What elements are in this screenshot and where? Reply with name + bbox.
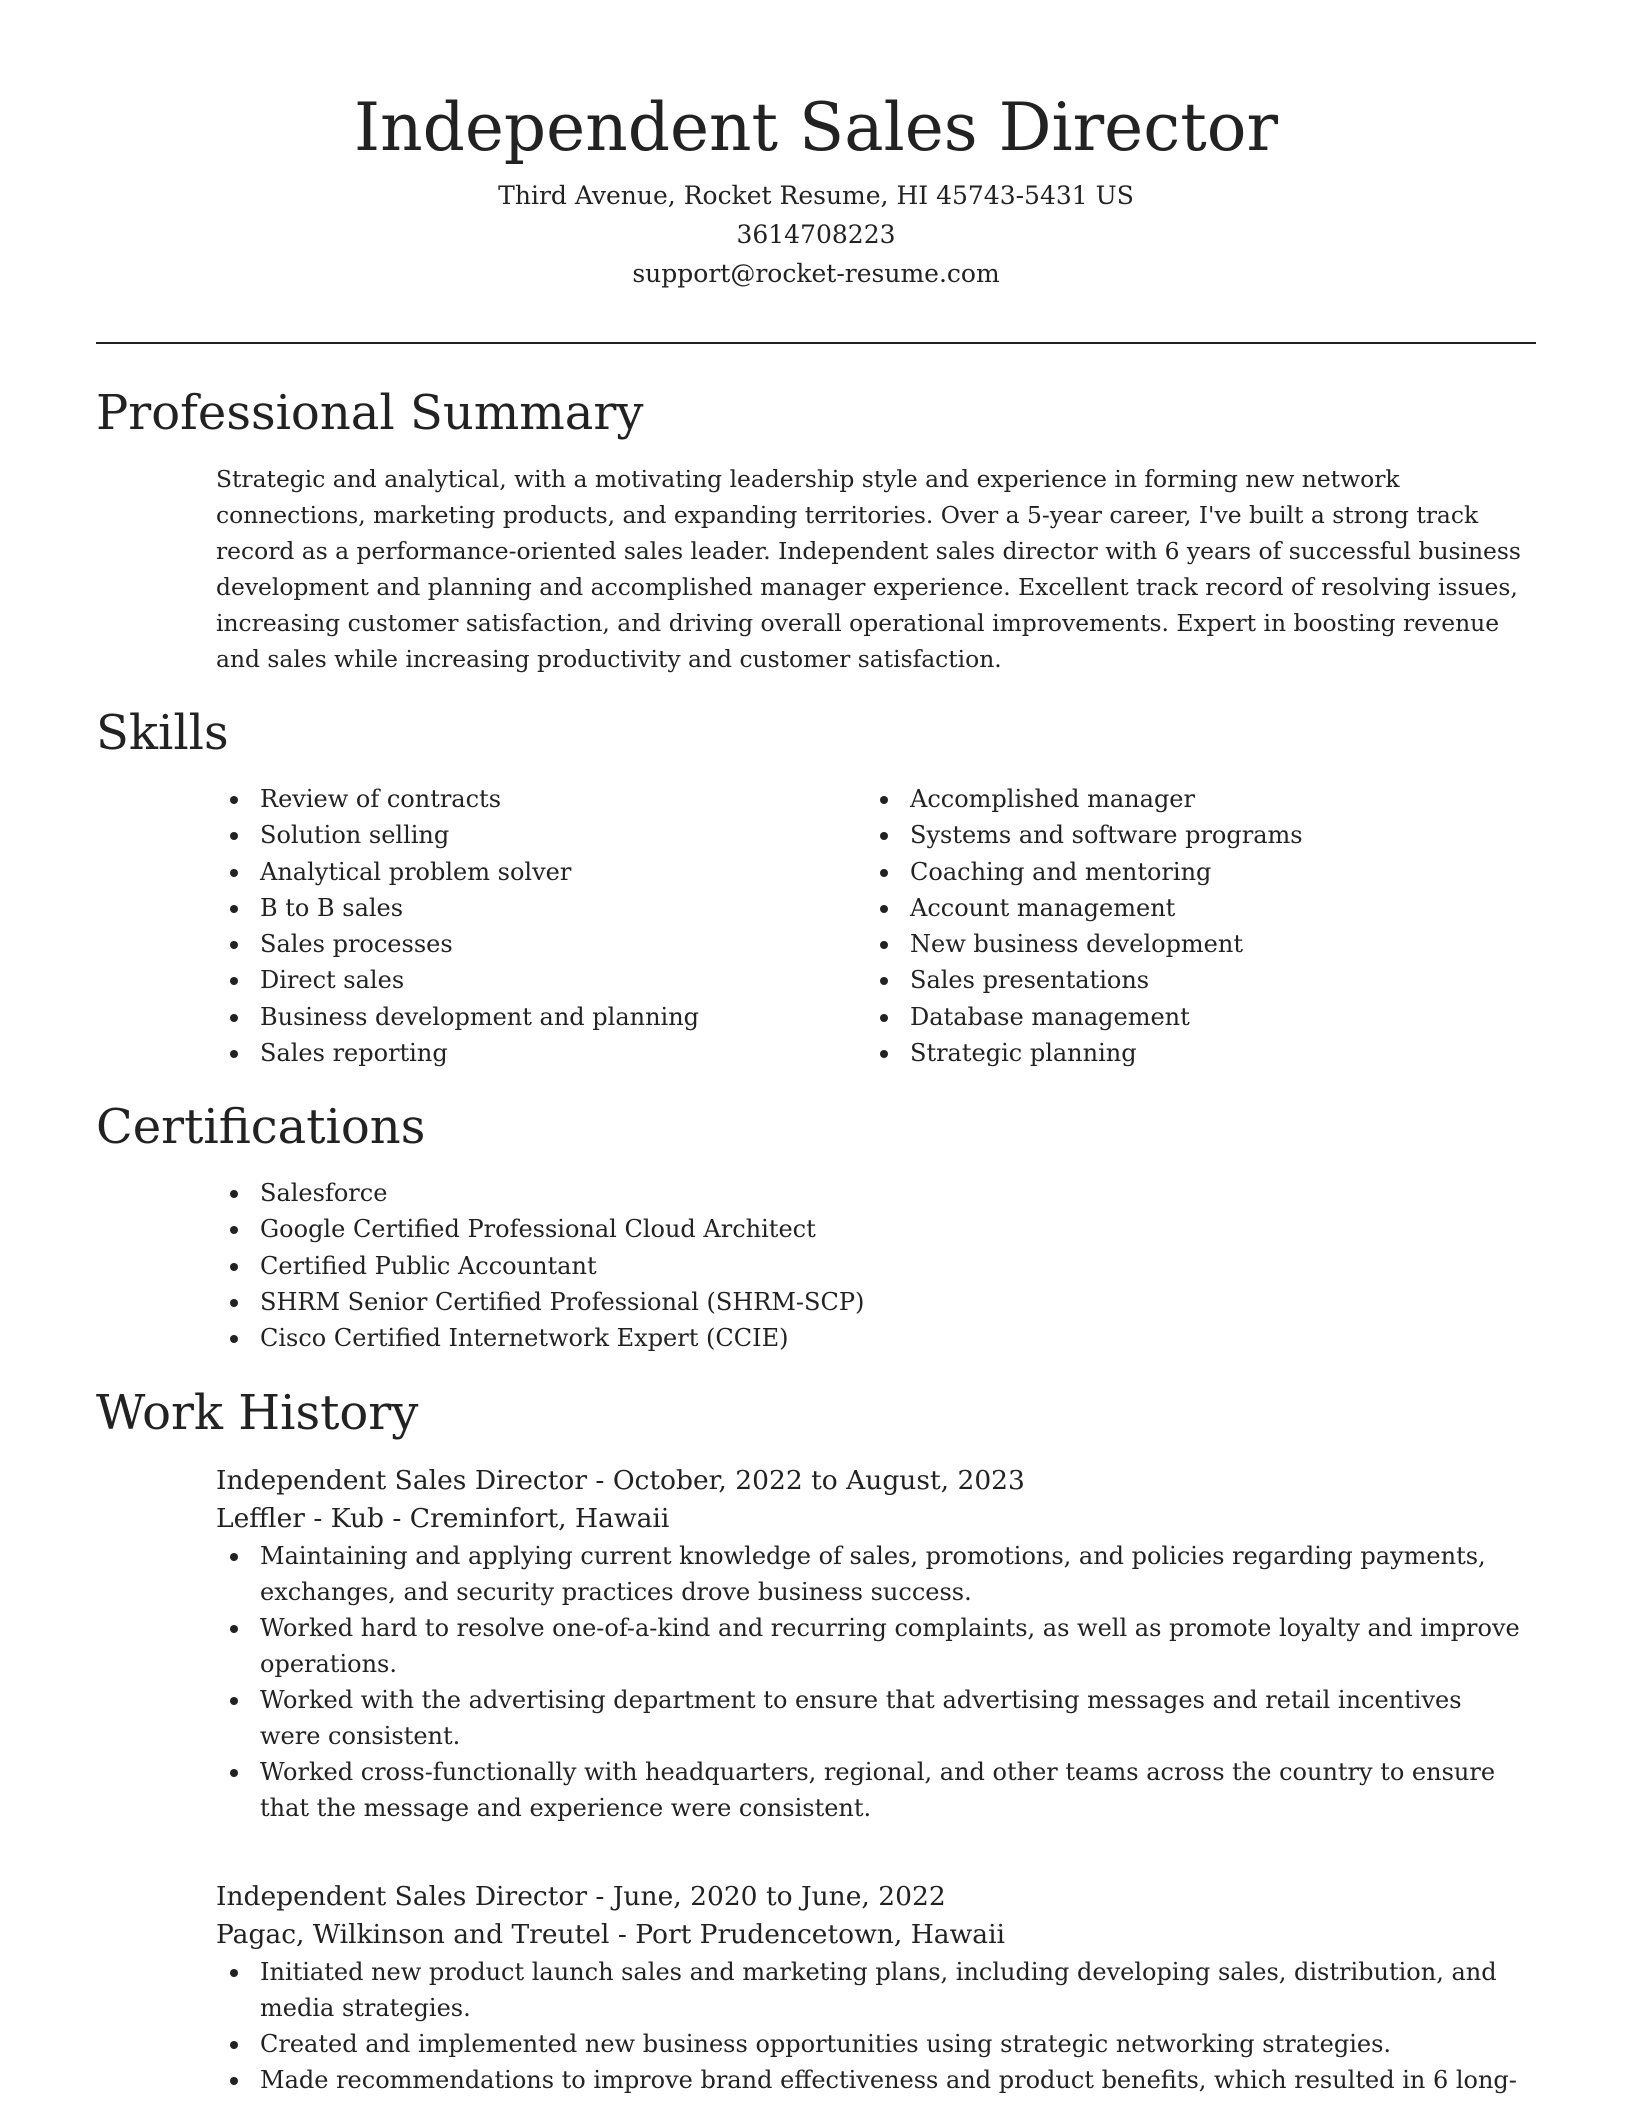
job-bullet: Made recommendations to improve brand effectiveness and product benefits, which resulted in 6 long- [216,2062,1526,2098]
job-company: Pagac, Wilkinson and Treutel [216,1919,610,1950]
skill-item: Systems and software programs [866,817,1526,853]
skill-item: Sales processes [216,926,856,962]
job-location: Port Prudencetown, Hawaii [635,1919,1006,1950]
certification-item: Cisco Certified Internetwork Expert (CCIE) [216,1320,1516,1356]
skill-item: New business development [866,926,1526,962]
job-dates: October, 2022 to August, 2023 [612,1465,1025,1496]
job-location: Creminfort, Hawaii [409,1503,670,1534]
skill-item: Sales reporting [216,1035,856,1071]
skills-heading: Skills [96,705,229,761]
skill-item: Solution selling [216,817,856,853]
header-divider [96,342,1536,344]
job-role: Independent Sales Director [216,1465,587,1496]
job-title-line: Independent Sales Director - October, 2022 to August, 2023 [216,1465,1025,1496]
job-bullet: Worked cross-functionally with headquarters, regional, and other teams across the country to ensure that the message and experience were consistent. [216,1754,1526,1826]
certification-item: SHRM Senior Certified Professional (SHRM-SCP) [216,1284,1516,1320]
job-bullet: Maintaining and applying current knowledge of sales, promotions, and policies regarding payments, exchanges, and security practices drove business success. [216,1538,1526,1610]
job-company-line: Leffler - Kub - Creminfort, Hawaii [216,1503,670,1534]
summary-text: Strategic and analytical, with a motivating leadership style and experience in forming new network connections, marketing products, and expanding territories. Over a 5-year career, I've built a strong track record as a performance-oriented sales leader. Independent sales director with 6 years of successful business development and planning and accomplished manager experience. Excellent track record of resolving issues, increasing customer satisfaction, and driving overall operational improvements. Expert in boosting revenue and sales while increasing productivity and customer satisfaction. [216,465,1521,673]
resume-header [0,82,1632,293]
skill-item: Account management [866,890,1526,926]
certification-item: Google Certified Professional Cloud Architect [216,1211,1516,1247]
job-company-line: Pagac, Wilkinson and Treutel - Port Prudencetown, Hawaii [216,1919,1006,1950]
certification-item: Salesforce [216,1175,1516,1211]
skill-item: Direct sales [216,962,856,998]
summary-heading: Professional Summary [96,385,644,441]
job-bullet: Worked with the advertising department to ensure that advertising messages and retail incentives were consistent. [216,1682,1526,1754]
job-company: Leffler - Kub [216,1503,384,1534]
skill-item: Accomplished manager [866,781,1526,817]
contact-email: support@rocket-resume.com [632,259,1000,288]
job-title-line: Independent Sales Director - June, 2020 to June, 2022 [216,1881,946,1912]
skills-list-right [866,781,1526,1071]
skill-item: Analytical problem solver [216,854,856,890]
job-dates: June, 2020 to June, 2022 [612,1881,946,1912]
job-bullet: Worked hard to resolve one-of-a-kind and recurring complaints, as well as promote loyalty and improve operations. [216,1610,1526,1682]
skill-item: B to B sales [216,890,856,926]
candidate-name: Independent Sales Director [354,89,1278,166]
job-entry [216,1878,1526,2098]
certifications-list [216,1175,1516,1356]
job-bullet: Created and implemented new business opportunities using strategic networking strategies. [216,2026,1526,2062]
job-bullet: Initiated new product launch sales and marketing plans, including developing sales, distribution, and media strategies. [216,1954,1526,2026]
work-history-heading: Work History [96,1385,419,1441]
certifications-heading: Certifications [96,1099,426,1155]
contact-info [0,176,1632,293]
job-responsibilities [216,1538,1526,1826]
contact-address: Third Avenue, Rocket Resume, HI 45743-5431 US [498,181,1134,210]
skills-list-left [216,781,856,1071]
certification-item: Certified Public Accountant [216,1248,1516,1284]
job-role: Independent Sales Director [216,1881,587,1912]
skill-item: Sales presentations [866,962,1526,998]
job-responsibilities [216,1954,1526,2098]
contact-phone: 3614708223 [736,220,896,249]
skill-item: Coaching and mentoring [866,854,1526,890]
skill-item: Database management [866,999,1526,1035]
job-entry [216,1462,1526,1826]
skill-item: Review of contracts [216,781,856,817]
skill-item: Strategic planning [866,1035,1526,1071]
skill-item: Business development and planning [216,999,856,1035]
